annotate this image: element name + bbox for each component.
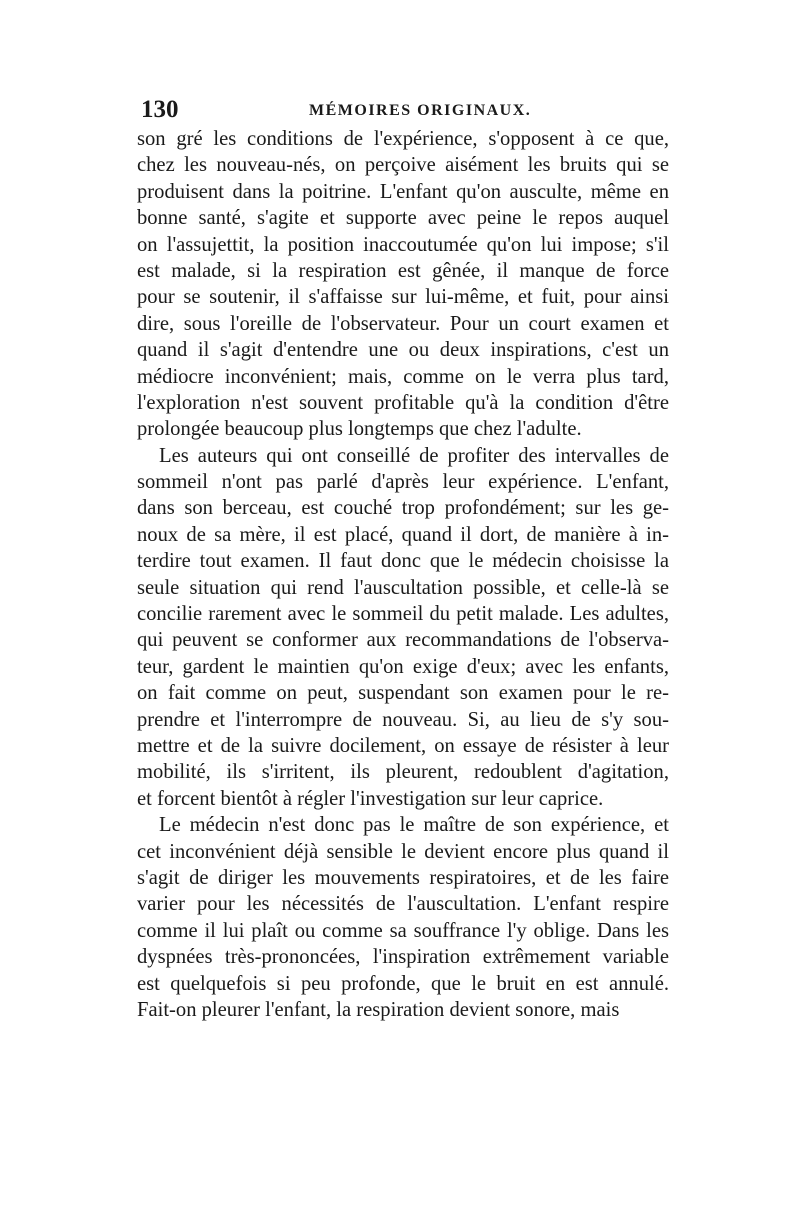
text-line: prendre et l'interrompre de nouveau. Si, au lieu de s'y sou- (137, 708, 669, 731)
text-line: produisent dans la poitrine. L'enfant qu'on ausculte, même en (137, 180, 669, 203)
text-line: est quelquefois si peu profonde, que le bruit en est annulé. (137, 972, 669, 995)
text-line: chez les nouveau-nés, on perçoive aisément les bruits qui se (137, 154, 669, 177)
text-line: sommeil n'ont pas parlé d'après leur expérience. L'enfant, (137, 471, 669, 494)
text-line: l'exploration n'est souvent profitable qu'à la condition d'être (137, 391, 669, 414)
text-line: dans son berceau, est couché trop profondément; sur les ge- (137, 497, 669, 520)
text-line: on fait comme on peut, suspendant son examen pour le re- (137, 682, 669, 705)
text-line: est malade, si la respiration est gênée, il manque de force (137, 259, 669, 282)
text-line: Le médecin n'est donc pas le maître de son expérience, et (159, 814, 669, 837)
text-line: Fait-on pleurer l'enfant, la respiration devient sonore, mais (137, 998, 620, 1021)
book-page (137, 96, 669, 1023)
page-number: 130 (141, 96, 179, 123)
text-line: mettre et de la suivre docilement, on essaye de résister à leur (137, 734, 669, 757)
running-title: MÉMOIRES ORIGINAUX. (309, 102, 532, 119)
text-line: qui peuvent se conformer aux recommandations de l'observa- (137, 629, 669, 652)
text-line: comme il lui plaît ou comme sa souffrance l'y oblige. Dans les (137, 919, 669, 942)
paragraph (137, 812, 669, 1023)
running-head (137, 96, 669, 126)
text-line: quand il s'agit d'entendre une ou deux inspirations, c'est un (137, 339, 669, 362)
text-line: et forcent bientôt à régler l'investigation sur leur caprice. (137, 787, 604, 810)
text-line: noux de sa mère, il est placé, quand il dort, de manière à in- (137, 523, 669, 546)
text-line: pour se soutenir, il s'affaisse sur lui-même, et fuit, pour ainsi (137, 286, 669, 309)
text-line: prolongée beaucoup plus longtemps que chez l'adulte. (137, 418, 582, 441)
text-line: s'agit de diriger les mouvements respiratoires, et de les faire (137, 866, 669, 889)
text-line: médiocre inconvénient; mais, comme on le verra plus tard, (137, 365, 669, 388)
text-line: dyspnées très-prononcées, l'inspiration extrêmement variable (137, 946, 669, 969)
text-line: concilie rarement avec le sommeil du petit malade. Les adultes, (137, 603, 669, 626)
text-line: varier pour les nécessités de l'auscultation. L'enfant respire (137, 893, 669, 916)
text-line: cet inconvénient déjà sensible le devient encore plus quand il (137, 840, 669, 863)
text-line: teur, gardent le maintien qu'on exige d'eux; avec les enfants, (137, 655, 669, 678)
text-line: son gré les conditions de l'expérience, s'opposent à ce que, (137, 128, 669, 150)
text-line: on l'assujettit, la position inaccoutumée qu'on lui impose; s'il (137, 233, 669, 256)
text-line: mobilité, ils s'irritent, ils pleurent, redoublent d'agitation, (137, 761, 669, 784)
text-line: terdire tout examen. Il faut donc que le médecin choisisse la (137, 550, 669, 573)
body-text (137, 126, 669, 1023)
paragraph (137, 443, 669, 812)
text-line: seule situation qui rend l'auscultation possible, et celle-là se (137, 576, 669, 599)
paragraph (137, 126, 669, 443)
text-line: Les auteurs qui ont conseillé de profiter des intervalles de (159, 444, 669, 467)
text-line: bonne santé, s'agite et supporte avec peine le repos auquel (137, 207, 669, 230)
text-line: dire, sous l'oreille de l'observateur. Pour un court examen et (137, 312, 669, 335)
